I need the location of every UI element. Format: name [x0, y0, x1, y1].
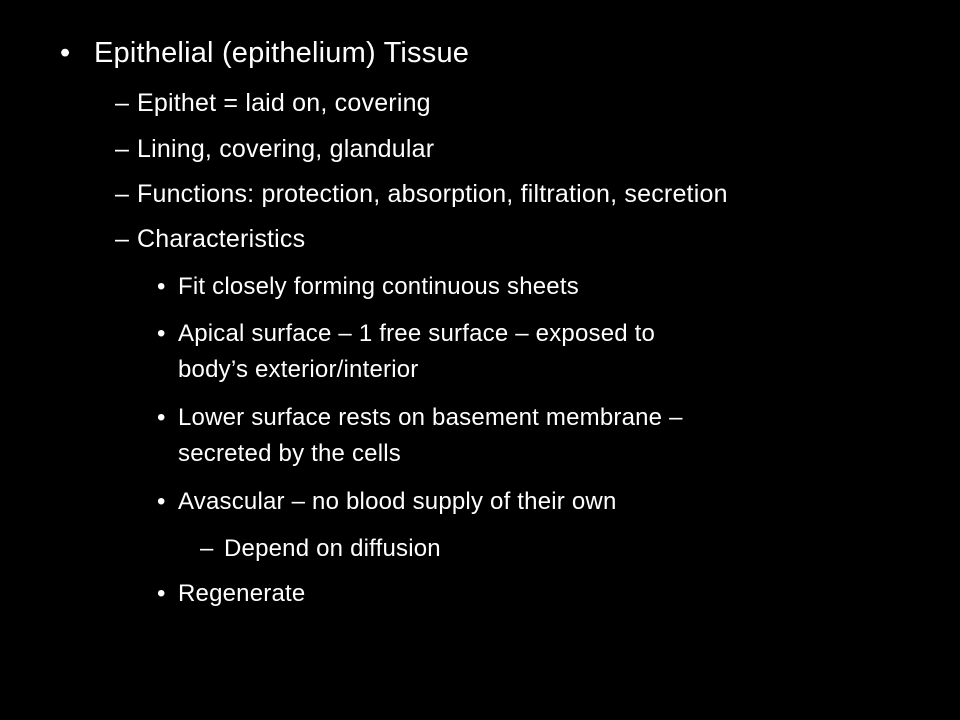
characteristic-text: Avascular – no blood supply of their own: [178, 488, 617, 515]
bullet-icon: •: [157, 404, 166, 431]
characteristic-text: Lower surface rests on basement membrane –: [178, 404, 683, 431]
bullet-icon: •: [157, 580, 166, 607]
characteristic-text-continued: body’s exterior/interior: [178, 356, 419, 383]
dash-icon: –: [115, 135, 130, 163]
dash-icon: –: [115, 89, 130, 117]
sub-item-text: Characteristics: [137, 225, 306, 253]
bullet-icon: •: [157, 488, 166, 515]
bullet-icon: •: [157, 320, 166, 347]
characteristic-text-continued: secreted by the cells: [178, 440, 401, 467]
dash-icon: –: [200, 535, 214, 562]
characteristic-text: Fit closely forming continuous sheets: [178, 273, 579, 300]
dash-icon: –: [115, 225, 130, 253]
sub-item-text: Functions: protection, absorption, filtration, secretion: [137, 180, 728, 208]
sub-item-text: Epithet = laid on, covering: [137, 89, 431, 117]
avascular-sub-text: Depend on diffusion: [224, 535, 441, 562]
bullet-text: Epithelial (epithelium) Tissue: [94, 37, 470, 69]
bullet-icon: •: [60, 37, 71, 69]
dash-icon: –: [115, 180, 130, 208]
characteristic-text: Apical surface – 1 free surface – exposed to: [178, 320, 656, 347]
sub-item-text: Lining, covering, glandular: [137, 135, 435, 163]
bullet-icon: •: [157, 273, 166, 300]
characteristic-text: Regenerate: [178, 580, 306, 607]
